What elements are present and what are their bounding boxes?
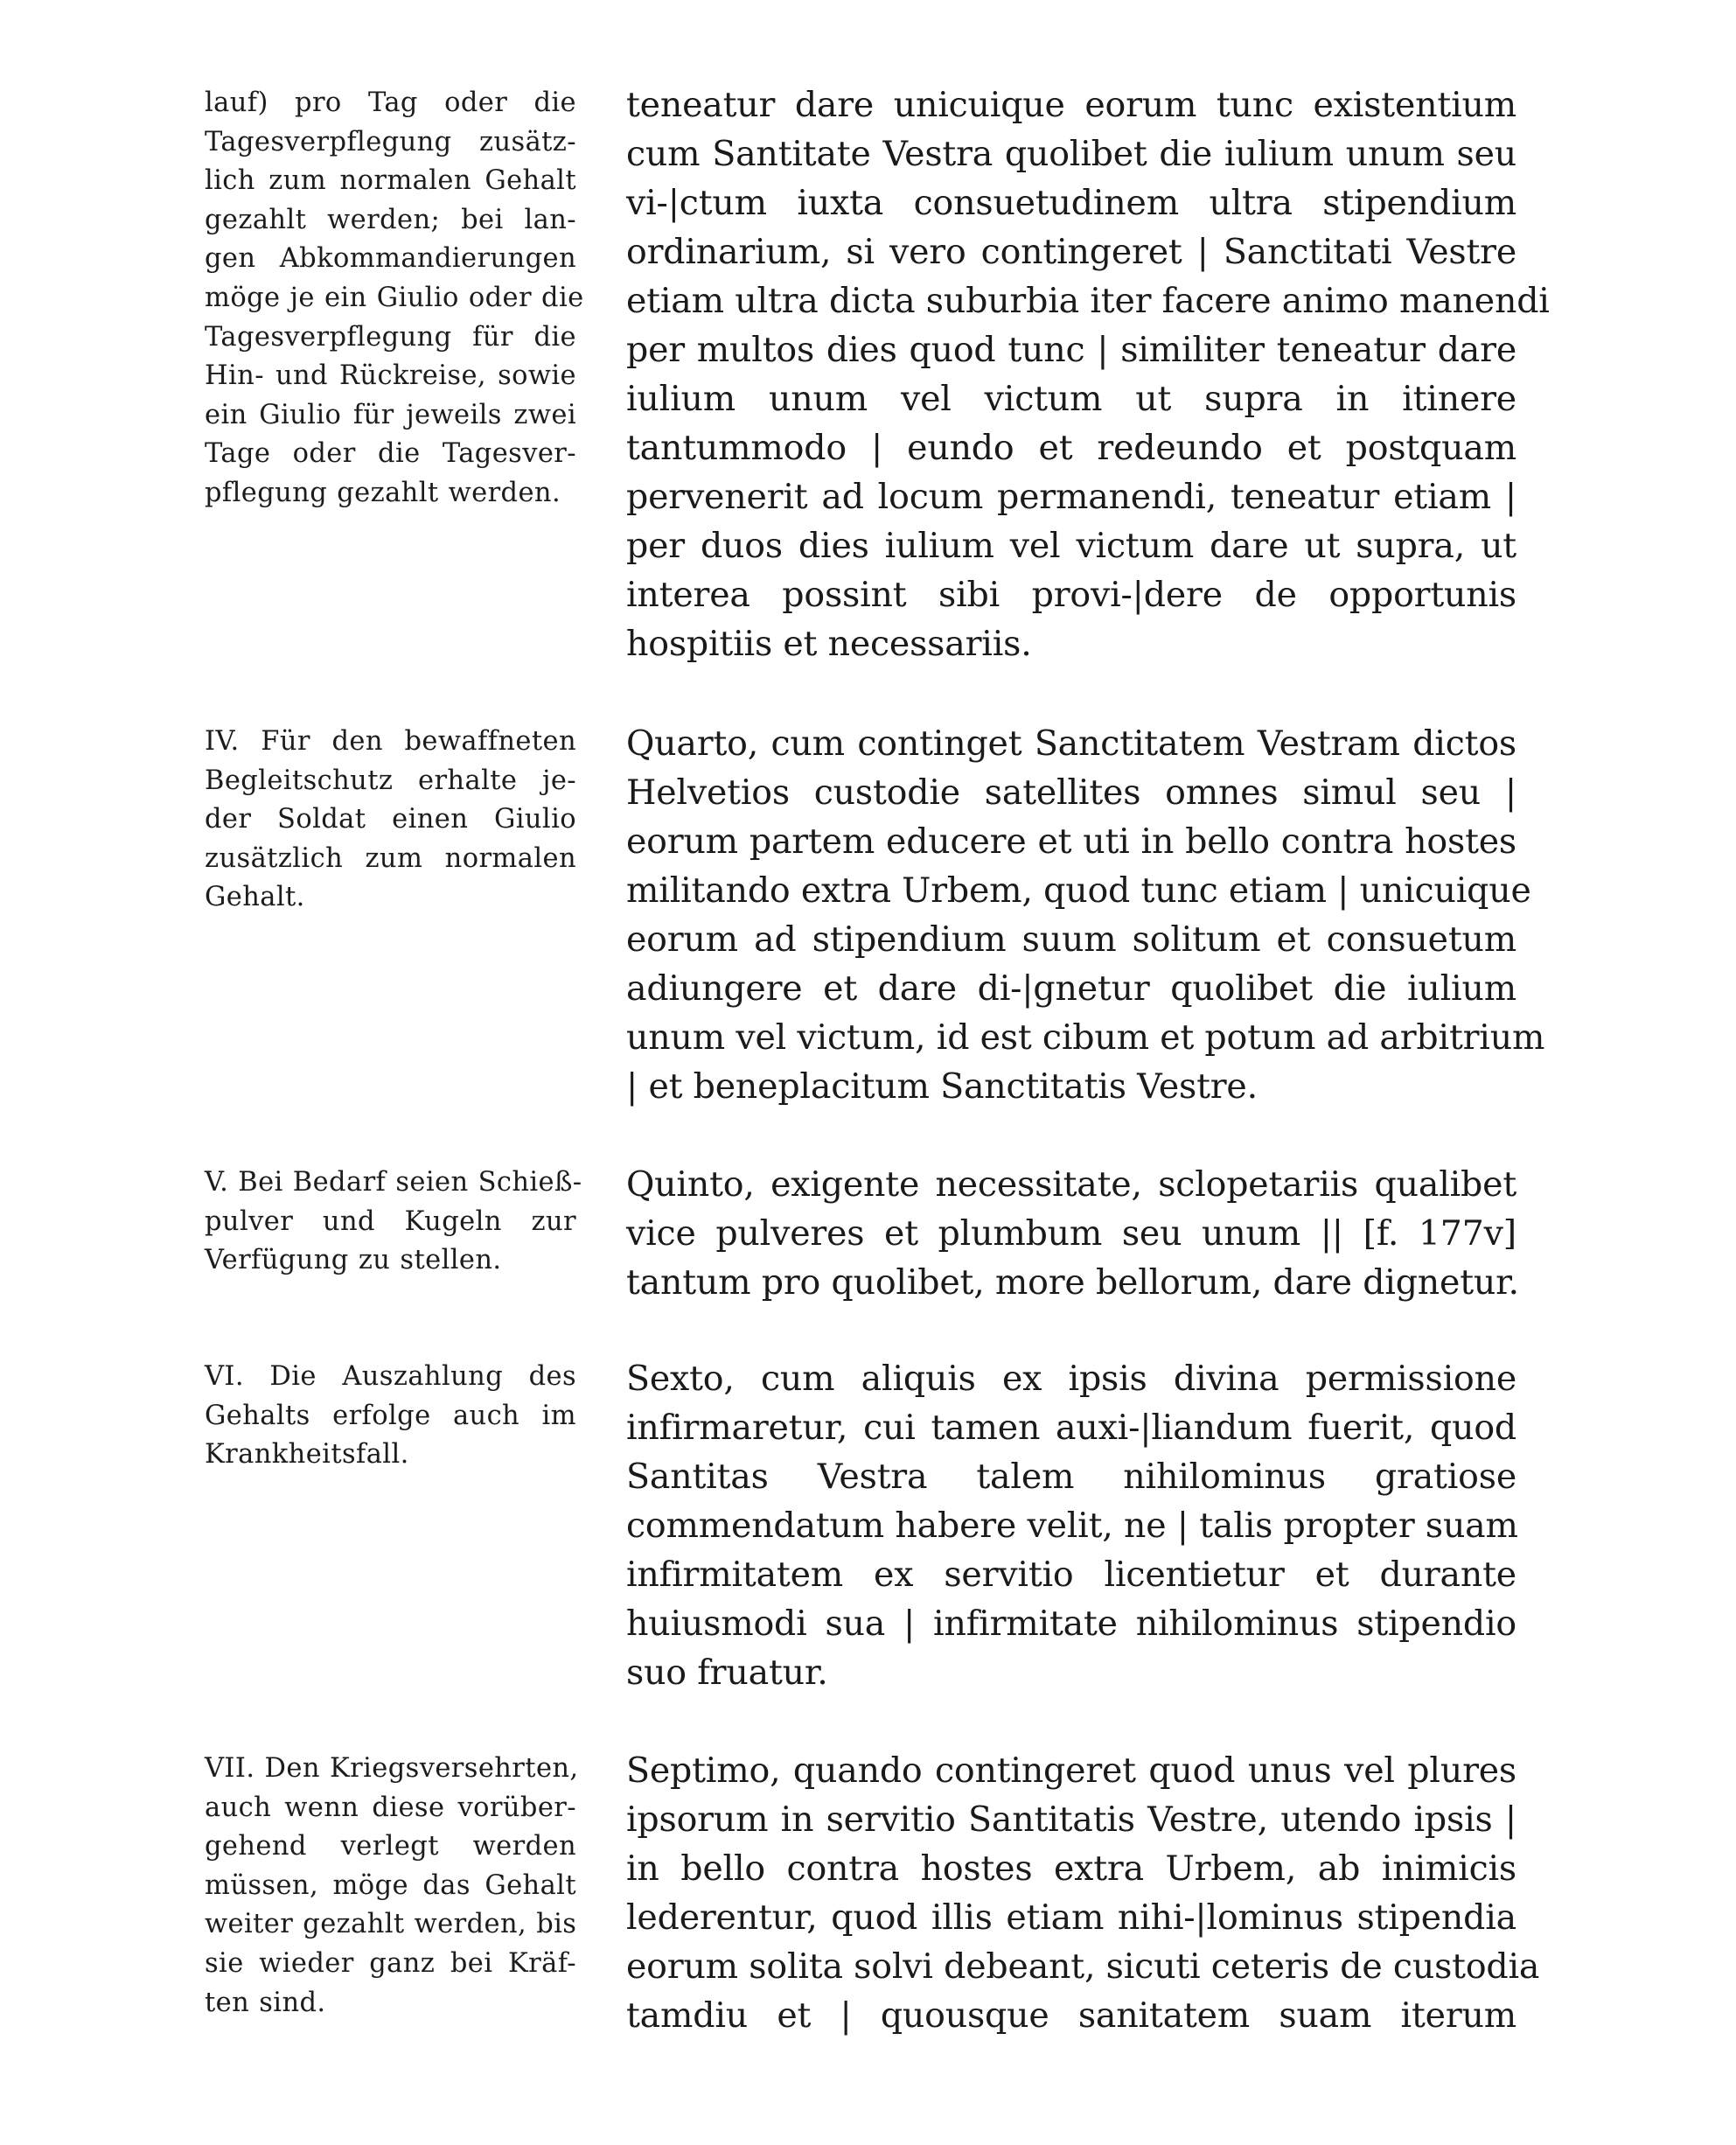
text-line: vi-|ctum iuxta consuetudinem ultra stipendium xyxy=(626,183,1516,223)
text-line: in bello contra hostes extra Urbem, ab inimicis xyxy=(626,1848,1516,1889)
german-translation xyxy=(205,1750,579,2023)
text-line: weiter gezahlt werden, bis xyxy=(205,1909,577,1940)
text-line: Gehalt. xyxy=(205,882,305,913)
german-translation xyxy=(205,723,576,918)
text-line: cum Santitate Vestra quolibet die iulium unum seu xyxy=(626,134,1516,174)
text-line: VI. Die Auszahlung des xyxy=(205,1361,576,1392)
text-line: ipsorum in servitio Santitatis Vestre, utendo ipsis | xyxy=(626,1799,1516,1840)
text-line: infirmaretur, cui tamen auxi-|liandum fuerit, quod xyxy=(626,1408,1516,1448)
text-line: etiam ultra dicta suburbia iter facere animo manendi xyxy=(626,281,1550,321)
german-translation xyxy=(205,84,584,514)
text-line: tamdiu et | quousque sanitatem suam iterum xyxy=(626,1995,1516,2036)
text-line: per multos dies quod tunc | similiter teneatur dare xyxy=(626,330,1516,370)
text-line: unum vel victum, id est cibum et potum ad arbitrium xyxy=(626,1017,1545,1058)
text-line: zusätzlich zum normalen xyxy=(205,842,576,874)
text-line: Tage oder die Tagesver- xyxy=(205,438,576,470)
text-line: militando extra Urbem, quod tunc etiam | unicuique xyxy=(626,870,1531,911)
text-line: ein Giulio für jeweils zwei xyxy=(205,399,576,430)
text-line: interea possint sibi provi-|dere de opportunis xyxy=(626,575,1516,615)
text-line: gehend verlegt werden xyxy=(205,1831,576,1862)
text-line: Hin- und Rückreise, sowie xyxy=(205,360,576,392)
text-line: Tagesverpflegung für die xyxy=(205,321,576,353)
text-line: tantum pro quolibet, more bellorum, dare dignetur. xyxy=(626,1262,1519,1303)
text-line: sie wieder ganz bei Kräf- xyxy=(205,1947,576,1979)
text-line: tantummodo | eundo et redeundo et postquam xyxy=(626,428,1516,468)
text-line: eorum ad stipendium suum solitum et consuetum xyxy=(626,919,1516,960)
text-line: infirmitatem ex servitio licentietur et durante xyxy=(626,1555,1516,1595)
text-line: Tagesverpflegung zusätz- xyxy=(205,126,576,157)
text-line: VII. Den Kriegsversehrten, xyxy=(205,1753,579,1784)
text-line: commendatum habere velit, ne | talis propter suam xyxy=(626,1506,1518,1546)
text-line: eorum solita solvi debeant, sicuti ceteris de custodia xyxy=(626,1946,1540,1987)
text-line: adiungere et dare di-|gnetur quolibet die iulium xyxy=(626,968,1516,1009)
text-line: Santitas Vestra talem nihilominus gratiose xyxy=(626,1457,1516,1497)
latin-original xyxy=(626,80,1550,668)
text-line: Quinto, exigente necessitate, sclopetariis qualibet xyxy=(626,1164,1516,1205)
text-line: lederentur, quod illis etiam nihi-|lominus stipendia xyxy=(626,1897,1516,1938)
text-line: gen Abkommandierungen xyxy=(205,243,576,275)
text-line: IV. Für den bewaffneten xyxy=(205,726,576,757)
text-line: Begleitschutz erhalte je- xyxy=(205,765,576,796)
text-line: | et beneplacitum Sanctitatis Vestre. xyxy=(626,1066,1258,1107)
latin-original xyxy=(626,719,1545,1111)
text-line: eorum partem educere et uti in bello contra hostes xyxy=(626,821,1516,862)
text-line: per duos dies iulium vel victum dare ut supra, ut xyxy=(626,526,1516,566)
text-line: auch wenn diese vorüber- xyxy=(205,1792,576,1823)
text-line: hospitiis et necessariis. xyxy=(626,624,1032,664)
text-line: der Soldat einen Giulio xyxy=(205,804,576,835)
text-line: teneatur dare unicuique eorum tunc existentium xyxy=(626,85,1516,125)
text-line: Helvetios custodie satellites omnes simul seu | xyxy=(626,772,1516,813)
text-line: suo fruatur. xyxy=(626,1652,828,1693)
text-line: lauf) pro Tag oder die xyxy=(205,87,576,118)
text-line: gezahlt werden; bei lan- xyxy=(205,204,576,235)
text-line: Verfügung zu stellen. xyxy=(205,1245,502,1276)
text-line: iulium unum vel victum ut supra in itinere xyxy=(626,379,1516,419)
text-line: Sexto, cum aliquis ex ipsis divina permissione xyxy=(626,1359,1516,1399)
text-line: V. Bei Bedarf seien Schieß- xyxy=(205,1167,582,1198)
latin-original xyxy=(626,1354,1516,1697)
text-line: müssen, möge das Gehalt xyxy=(205,1869,576,1901)
text-line: Septimo, quando contingeret quod unus vel plures xyxy=(626,1750,1516,1791)
text-line: huiusmodi sua | infirmitate nihilominus stipendio xyxy=(626,1604,1516,1644)
text-line: Quarto, cum continget Sanctitatem Vestram dictos xyxy=(626,723,1516,764)
text-line: ten sind. xyxy=(205,1987,326,2018)
text-line: pflegung gezahlt werden. xyxy=(205,477,561,508)
text-line: Gehalts erfolge auch im xyxy=(205,1400,576,1431)
text-line: pulver und Kugeln zur xyxy=(205,1205,576,1237)
german-translation xyxy=(205,1358,576,1475)
text-line: ordinarium, si vero contingeret | Sanctitati Vestre xyxy=(626,232,1516,272)
text-line: vice pulveres et plumbum seu unum || [f. 177v] xyxy=(626,1213,1516,1254)
text-line: lich zum normalen Gehalt xyxy=(205,165,576,197)
text-line: Krankheitsfall. xyxy=(205,1439,409,1471)
text-line: möge je ein Giulio oder die xyxy=(205,282,584,313)
latin-original xyxy=(626,1746,1540,2040)
german-translation xyxy=(205,1163,582,1281)
latin-original xyxy=(626,1160,1519,1307)
text-line: pervenerit ad locum permanendi, teneatur etiam | xyxy=(626,477,1516,517)
